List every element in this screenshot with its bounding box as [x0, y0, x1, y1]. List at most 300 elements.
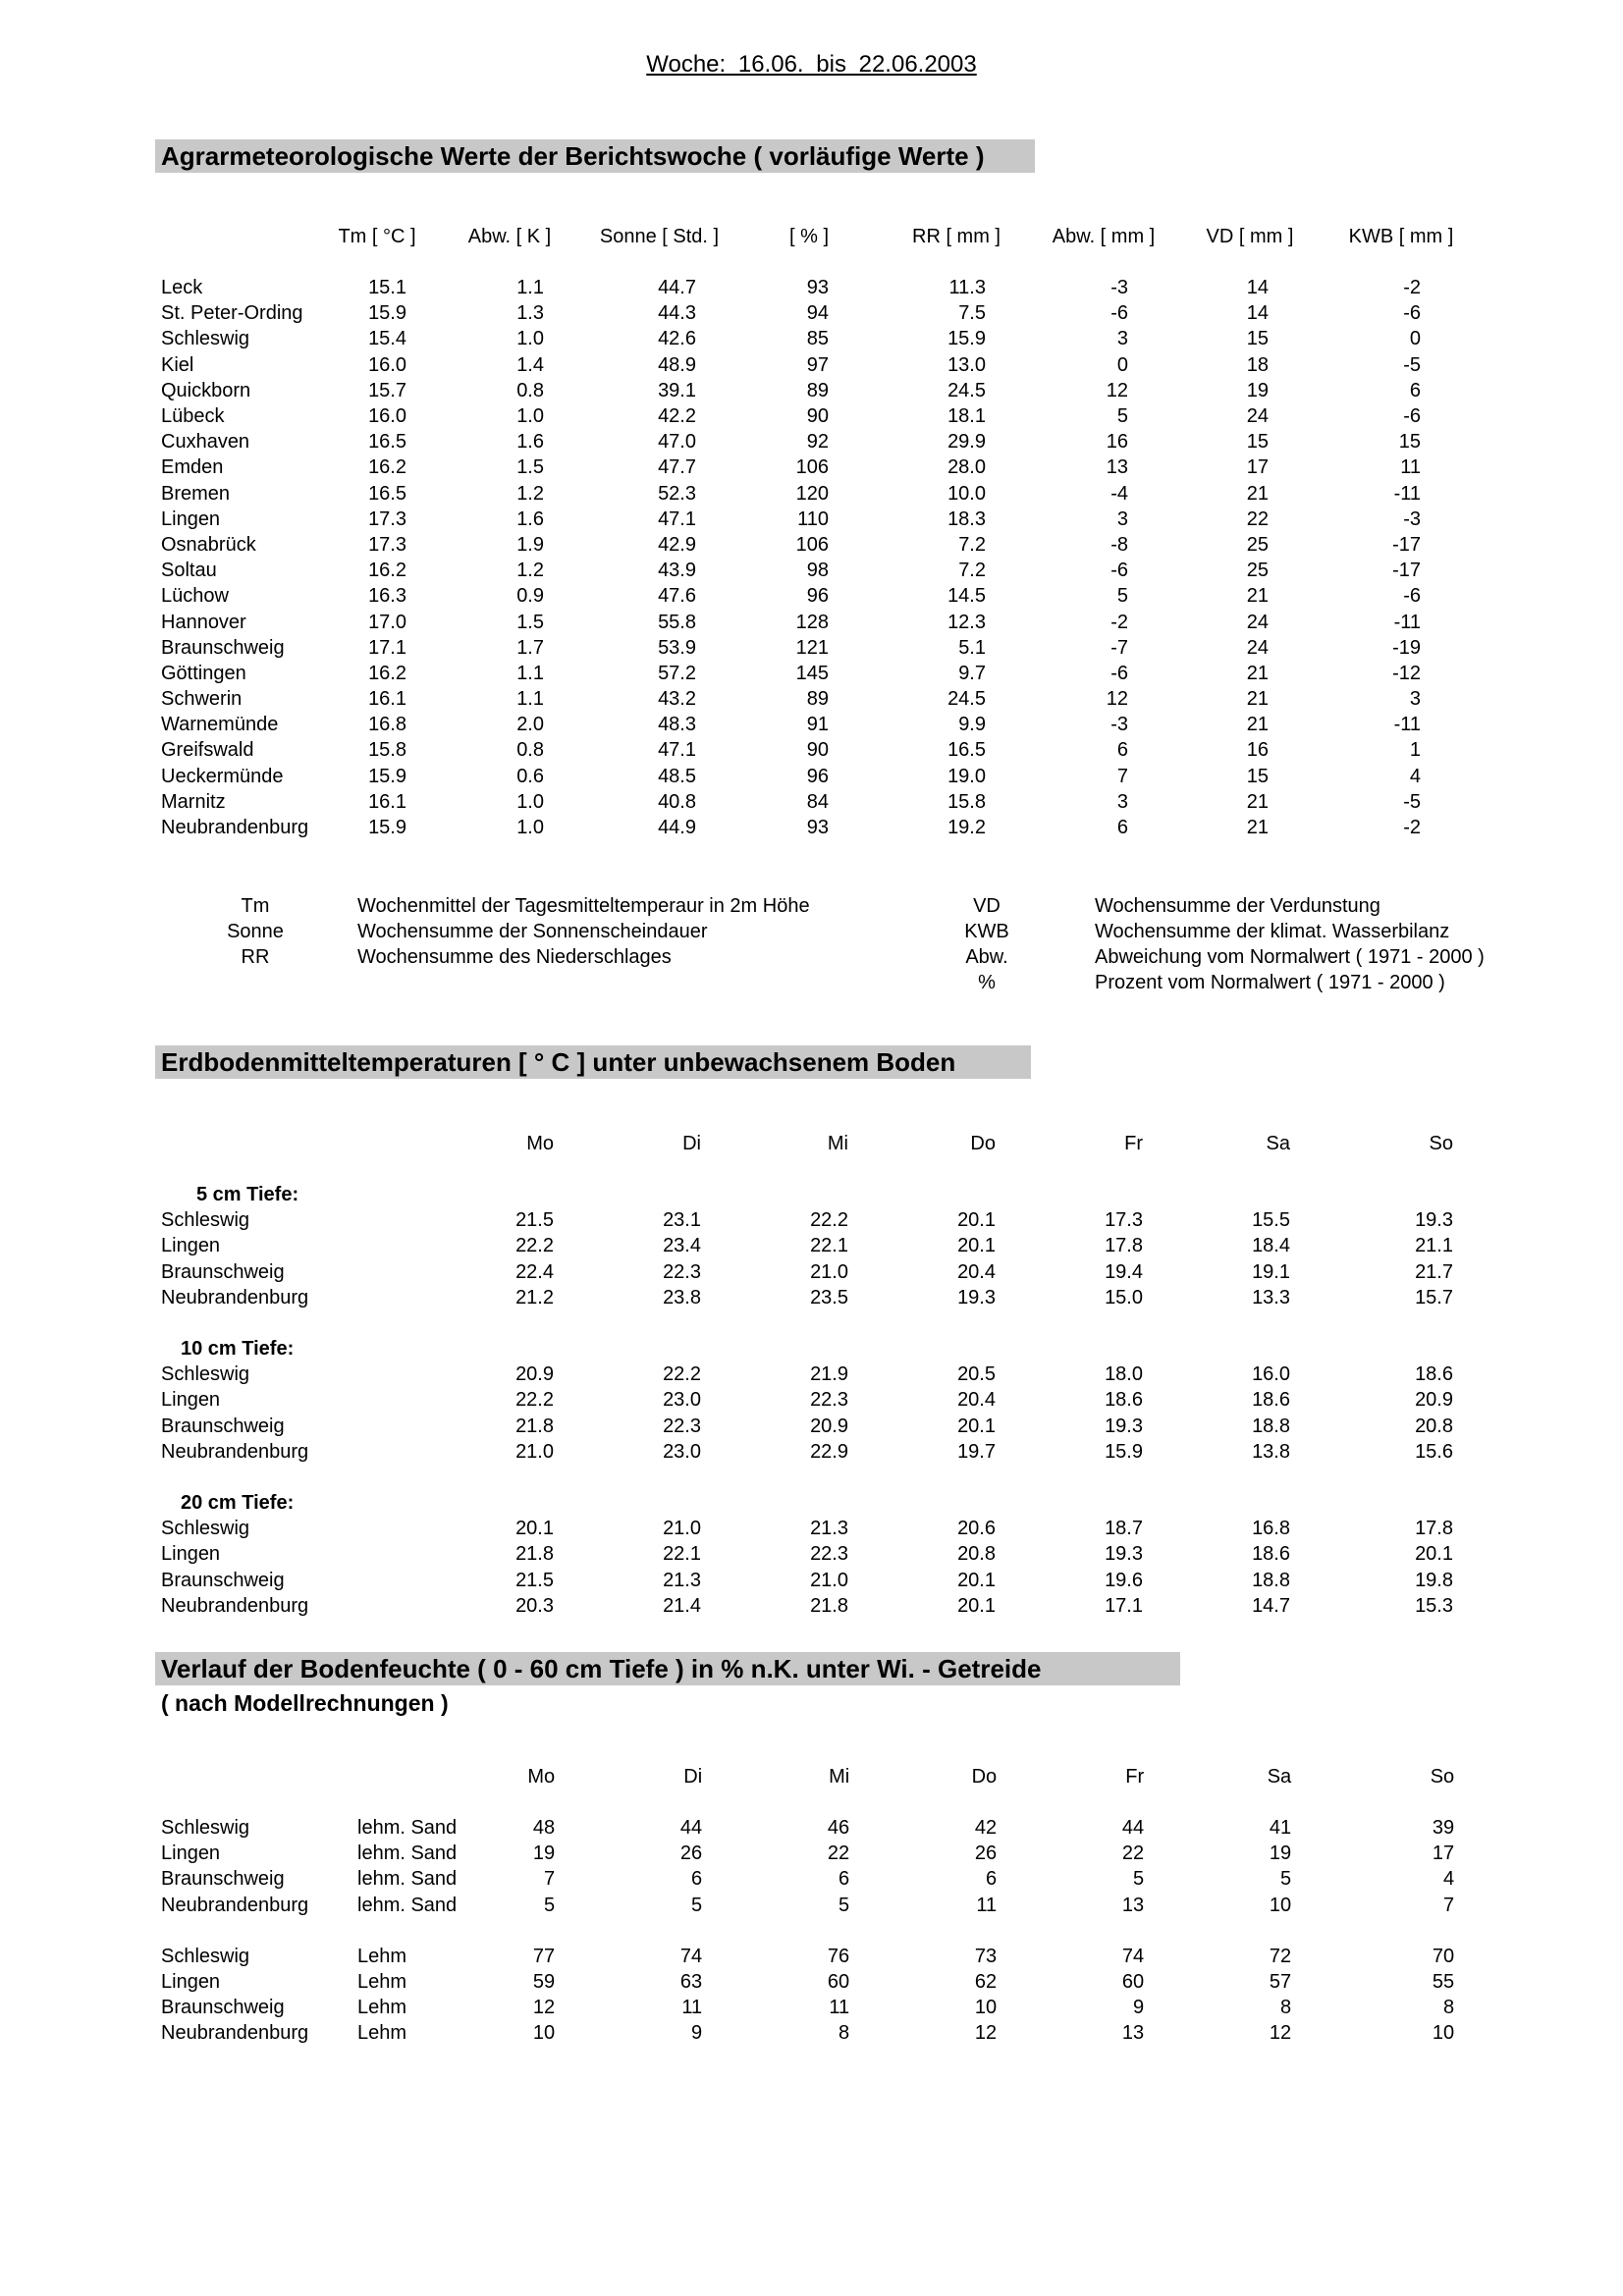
station-header	[161, 1764, 357, 1789]
value-cell: 15.9	[368, 817, 406, 839]
value-cell: 15	[1398, 431, 1421, 454]
section-soil-temperature-title: Erdbodenmitteltemperaturen [ ° C ] unter unbewachsenem Boden	[155, 1045, 1031, 1079]
value-cell: 16.0	[1252, 1363, 1290, 1386]
value-cell: 16	[1106, 431, 1128, 454]
station-name: Schleswig	[161, 1817, 250, 1840]
value-cell: 11	[976, 1894, 998, 1916]
value-cell: 21.2	[515, 1286, 554, 1308]
value-cell: 20.6	[957, 1518, 996, 1540]
value-cell: 17.3	[368, 507, 406, 530]
legend	[0, 893, 1623, 1001]
column-header: Abw. [ mm ]	[1052, 226, 1156, 247]
table-row	[161, 1259, 1471, 1285]
table-row	[161, 481, 1480, 507]
value-cell: 41	[1269, 1817, 1292, 1840]
table-row	[161, 789, 1480, 815]
station-name: Lingen	[161, 1842, 221, 1865]
table-row	[161, 1944, 1472, 1969]
table-row	[161, 1841, 1472, 1866]
value-cell: 84	[806, 790, 829, 813]
spacer-row	[161, 1156, 1471, 1182]
value-cell: 15.9	[368, 302, 406, 325]
station-name: Schleswig	[161, 1945, 250, 1967]
value-cell: 93	[806, 277, 829, 299]
value-cell: 91	[806, 714, 829, 736]
value-cell: 22	[827, 1842, 850, 1865]
value-cell: 20.4	[957, 1260, 996, 1283]
legend-description: Abweichung vom Normalwert ( 1971 - 2000 )	[1095, 946, 1485, 968]
value-cell: 9.7	[958, 662, 986, 684]
spacer	[161, 1789, 1472, 1815]
value-cell: 16.5	[947, 739, 986, 762]
legend-description: Wochensumme der Sonnenscheindauer	[357, 921, 708, 942]
value-cell: 15.1	[368, 277, 406, 299]
value-cell: 1.4	[516, 353, 544, 376]
table-row	[161, 583, 1480, 609]
value-cell: 11	[1400, 456, 1421, 479]
value-cell: 12	[532, 1997, 556, 2019]
value-cell: -2	[1110, 611, 1128, 633]
station-name: Lingen	[161, 1235, 221, 1257]
value-cell: 5	[1116, 585, 1128, 608]
value-cell: 42.6	[658, 328, 696, 350]
spacer-row	[161, 1310, 1471, 1336]
value-cell: 6	[1116, 739, 1128, 762]
value-cell: 1.6	[516, 431, 544, 454]
legend-abbreviation: Tm	[241, 895, 270, 917]
value-cell: 13	[1121, 2022, 1145, 2045]
station-name: Braunschweig	[161, 1997, 285, 2019]
soil-type: Lehm	[357, 1997, 407, 2019]
value-cell: 85	[806, 328, 829, 350]
table-row	[161, 1567, 1471, 1592]
value-cell: 42.2	[658, 405, 696, 428]
value-cell: 17.8	[1105, 1235, 1143, 1257]
station-name: Neubrandenburg	[161, 1286, 309, 1308]
day-header: So	[1430, 1766, 1455, 1788]
value-cell: 18.8	[1252, 1569, 1290, 1591]
value-cell: 24	[1246, 611, 1269, 633]
table-row	[161, 815, 1480, 840]
value-cell: 18.4	[1252, 1235, 1290, 1257]
value-cell: 21.9	[810, 1363, 848, 1386]
value-cell: 14.7	[1252, 1594, 1290, 1617]
value-cell: 13.0	[947, 353, 986, 376]
soil-type: lehm. Sand	[357, 1842, 458, 1865]
value-cell: 22.3	[663, 1260, 701, 1283]
legend-abbreviation: KWB	[964, 921, 1009, 942]
value-cell: 21.8	[810, 1594, 848, 1617]
value-cell: 21	[1246, 817, 1269, 839]
station-name: Neubrandenburg	[161, 817, 309, 839]
value-cell: 42.9	[658, 533, 696, 556]
value-cell: -2	[1403, 277, 1421, 299]
table-row	[161, 300, 1480, 326]
value-cell: 23.0	[663, 1389, 701, 1412]
depth-label: 5 cm Tiefe:	[196, 1184, 299, 1206]
value-cell: 1.2	[516, 482, 544, 505]
value-cell: 22	[1246, 507, 1269, 530]
column-header: [ % ]	[788, 226, 829, 247]
station-header	[161, 1131, 418, 1156]
value-cell: -6	[1110, 662, 1128, 684]
table-row	[161, 1233, 1471, 1258]
value-cell: 12	[1106, 688, 1128, 711]
value-cell: 9.9	[958, 714, 986, 736]
day-header: Mi	[829, 1766, 850, 1788]
value-cell: 12.3	[947, 611, 986, 633]
legend-description: Prozent vom Normalwert ( 1971 - 2000 )	[1095, 972, 1445, 993]
table-row	[161, 1387, 1471, 1413]
value-cell: 20.9	[810, 1415, 848, 1437]
value-cell: 10	[532, 2022, 556, 2045]
station-name: Lingen	[161, 1971, 221, 1994]
value-cell: 16.1	[368, 790, 406, 813]
value-cell: 21.0	[810, 1569, 848, 1591]
value-cell: 10	[1269, 1894, 1292, 1916]
value-cell: 17.8	[1415, 1518, 1453, 1540]
table-row	[161, 1969, 1472, 1995]
soil-type-header	[357, 1764, 457, 1789]
legend-abbreviation: Sonne	[227, 921, 284, 942]
value-cell: 23.5	[810, 1286, 848, 1308]
value-cell: 21	[1246, 482, 1269, 505]
legend-description: Wochensumme des Niederschlages	[357, 946, 672, 968]
value-cell: 72	[1269, 1945, 1292, 1967]
value-cell: 16.0	[368, 405, 406, 428]
soil-type: lehm. Sand	[357, 1868, 458, 1891]
value-cell: 73	[974, 1945, 998, 1967]
table-row	[161, 1541, 1471, 1567]
value-cell: 55	[1432, 1971, 1455, 1994]
table-header-row	[161, 1131, 1471, 1156]
value-cell: 20.9	[515, 1363, 554, 1386]
value-cell: 21.8	[515, 1415, 554, 1437]
value-cell: 22.2	[515, 1235, 554, 1257]
value-cell: 20.9	[1415, 1389, 1453, 1412]
value-cell: 21	[1246, 790, 1269, 813]
value-cell: 23.8	[663, 1286, 701, 1308]
day-header: Mi	[827, 1133, 848, 1154]
station-name: Lübeck	[161, 405, 225, 428]
value-cell: 0	[1116, 353, 1128, 376]
value-cell: 21.8	[515, 1543, 554, 1566]
legend-abbreviation: VD	[973, 895, 1001, 917]
spacer	[161, 249, 1480, 275]
value-cell: 23.0	[663, 1440, 701, 1463]
day-header: So	[1429, 1133, 1453, 1154]
value-cell: 14	[1246, 302, 1269, 325]
legend-description: Wochensumme der klimat. Wasserbilanz	[1095, 921, 1450, 942]
value-cell: 20.1	[957, 1594, 996, 1617]
value-cell: 3	[1116, 507, 1128, 530]
value-cell: 90	[806, 405, 829, 428]
value-cell: 106	[795, 456, 829, 479]
value-cell: 15.4	[368, 328, 406, 350]
station-name: Schleswig	[161, 1363, 250, 1386]
value-cell: 13	[1106, 456, 1128, 479]
value-cell: 16	[1246, 739, 1269, 762]
value-cell: 21.0	[810, 1260, 848, 1283]
value-cell: 55.8	[658, 611, 696, 633]
value-cell: 6	[839, 1868, 850, 1891]
depth-label: 20 cm Tiefe:	[181, 1491, 295, 1514]
table-row	[161, 1893, 1472, 1918]
day-header: Do	[971, 1766, 998, 1788]
station-name: Braunschweig	[161, 1868, 285, 1891]
value-cell: 13	[1121, 1894, 1145, 1916]
value-cell: 1.1	[516, 277, 544, 299]
value-cell: 20.1	[1415, 1543, 1453, 1566]
value-cell: 24.5	[947, 379, 986, 401]
day-header: Fr	[1125, 1766, 1145, 1788]
soil-type: lehm. Sand	[357, 1817, 458, 1840]
value-cell: 40.8	[658, 790, 696, 813]
value-cell: 8	[839, 2022, 850, 2045]
value-cell: 5	[544, 1894, 556, 1916]
spacer	[161, 1465, 1471, 1490]
value-cell: 1.1	[516, 662, 544, 684]
value-cell: 19.2	[947, 817, 986, 839]
value-cell: 44.7	[658, 277, 696, 299]
value-cell: -11	[1393, 482, 1421, 505]
value-cell: 3	[1116, 328, 1128, 350]
value-cell: 59	[532, 1971, 556, 1994]
value-cell: 16.2	[368, 456, 406, 479]
station-name: Schwerin	[161, 688, 243, 711]
value-cell: 19.0	[947, 765, 986, 787]
value-cell: 19.3	[1415, 1209, 1453, 1232]
station-name: Lüchow	[161, 585, 229, 608]
value-cell: 21	[1246, 688, 1269, 711]
station-name: Neubrandenburg	[161, 1894, 309, 1916]
value-cell: 17	[1432, 1842, 1455, 1865]
value-cell: 0.9	[516, 585, 544, 608]
soil-moisture-table	[161, 1764, 1472, 2047]
value-cell: 76	[827, 1945, 850, 1967]
station-name: Marnitz	[161, 790, 226, 813]
value-cell: 20.1	[957, 1415, 996, 1437]
value-cell: 16.3	[368, 585, 406, 608]
station-name: Greifswald	[161, 739, 254, 762]
station-name: Schleswig	[161, 1518, 250, 1540]
value-cell: 18.7	[1105, 1518, 1143, 1540]
value-cell: -6	[1110, 560, 1128, 582]
value-cell: 12	[974, 2022, 998, 2045]
value-cell: 16.8	[1252, 1518, 1290, 1540]
station-name: Osnabrück	[161, 533, 256, 556]
value-cell: 20.1	[957, 1209, 996, 1232]
station-name: Neubrandenburg	[161, 1594, 309, 1617]
legend-abbreviation: RR	[241, 946, 270, 968]
value-cell: 7	[1116, 765, 1128, 787]
value-cell: -6	[1403, 405, 1421, 428]
column-header: RR [ mm ]	[912, 226, 1001, 247]
value-cell: 19	[532, 1842, 556, 1865]
value-cell: -12	[1392, 662, 1421, 684]
value-cell: 15	[1246, 765, 1269, 787]
table-row	[161, 635, 1480, 661]
value-cell: 18.6	[1252, 1389, 1290, 1412]
value-cell: 48	[532, 1817, 556, 1840]
value-cell: -3	[1403, 507, 1421, 530]
day-header: Do	[970, 1133, 996, 1154]
value-cell: 121	[795, 636, 829, 659]
value-cell: 15.3	[1415, 1594, 1453, 1617]
value-cell: 5	[1133, 1868, 1145, 1891]
station-name: Braunschweig	[161, 1260, 285, 1283]
spacer	[161, 1310, 1471, 1336]
value-cell: 13.8	[1252, 1440, 1290, 1463]
value-cell: 89	[806, 379, 829, 401]
value-cell: 20.8	[957, 1543, 996, 1566]
value-cell: 21.1	[1415, 1235, 1453, 1257]
value-cell: 24.5	[947, 688, 986, 711]
value-cell: 21.5	[515, 1569, 554, 1591]
station-name: Schleswig	[161, 328, 250, 350]
value-cell: 15.8	[947, 790, 986, 813]
value-cell: 19.3	[1105, 1415, 1143, 1437]
depth-label-row	[161, 1336, 1471, 1362]
value-cell: 1.0	[516, 790, 544, 813]
legend-abbreviation: %	[978, 972, 996, 993]
spacer-row	[161, 1465, 1471, 1490]
section-soil-moisture-subtitle: ( nach Modellrechnungen )	[161, 1690, 449, 1716]
value-cell: 16.2	[368, 662, 406, 684]
station-name: Schleswig	[161, 1209, 250, 1232]
value-cell: 5	[839, 1894, 850, 1916]
value-cell: 39.1	[658, 379, 696, 401]
value-cell: 15.6	[1415, 1440, 1453, 1463]
column-header: Abw. [ K ]	[467, 226, 552, 247]
value-cell: 15.9	[947, 328, 986, 350]
value-cell: 0.8	[516, 379, 544, 401]
value-cell: -6	[1110, 302, 1128, 325]
value-cell: 22.1	[810, 1235, 848, 1257]
value-cell: 70	[1432, 1945, 1455, 1967]
value-cell: 47.6	[658, 585, 696, 608]
depth-label-row	[161, 1490, 1471, 1516]
value-cell: 44	[679, 1817, 703, 1840]
day-header: Di	[682, 1133, 701, 1154]
value-cell: 60	[827, 1971, 850, 1994]
value-cell: 19.3	[1105, 1543, 1143, 1566]
value-cell: 15	[1246, 431, 1269, 454]
value-cell: 23.1	[663, 1209, 701, 1232]
value-cell: 1.0	[516, 405, 544, 428]
table-header-row	[161, 224, 1480, 249]
agrarmeteorology-table	[161, 224, 1480, 840]
day-header: Sa	[1266, 1133, 1290, 1154]
section-soil-moisture-title: Verlauf der Bodenfeuchte ( 0 - 60 cm Tiefe ) in % n.K. unter Wi. - Getreide	[155, 1652, 1180, 1685]
value-cell: 19.3	[957, 1286, 996, 1308]
value-cell: -7	[1110, 636, 1128, 659]
table-row	[161, 686, 1480, 712]
value-cell: 57	[1269, 1971, 1292, 1994]
soil-type: lehm. Sand	[357, 1894, 458, 1916]
value-cell: 1.2	[516, 560, 544, 582]
day-header: Mo	[526, 1133, 554, 1154]
table-row	[161, 326, 1480, 351]
spacer-row	[161, 1918, 1472, 1944]
table-row	[161, 403, 1480, 429]
station-name: Ueckermünde	[161, 765, 284, 787]
value-cell: 12	[1106, 379, 1128, 401]
value-cell: 18.6	[1252, 1543, 1290, 1566]
station-header	[161, 224, 318, 249]
value-cell: 18	[1246, 353, 1269, 376]
station-name: Kiel	[161, 353, 194, 376]
station-name: Lingen	[161, 1543, 221, 1566]
value-cell: 6	[1409, 379, 1421, 401]
column-header: Tm [ °C ]	[338, 226, 416, 247]
value-cell: 57.2	[658, 662, 696, 684]
value-cell: 25	[1246, 533, 1269, 556]
value-cell: 16.1	[368, 688, 406, 711]
value-cell: 19.7	[957, 1440, 996, 1463]
value-cell: 21.3	[663, 1569, 701, 1591]
column-header: KWB [ mm ]	[1348, 226, 1454, 247]
station-name: Cuxhaven	[161, 431, 250, 454]
value-cell: 10	[1432, 2022, 1455, 2045]
value-cell: 21.0	[663, 1518, 701, 1540]
value-cell: 16.5	[368, 431, 406, 454]
value-cell: 1	[1409, 739, 1421, 762]
station-name: Hannover	[161, 611, 246, 633]
value-cell: 47.1	[658, 507, 696, 530]
value-cell: -6	[1403, 585, 1421, 608]
soil-type: Lehm	[357, 1971, 407, 1994]
soil-temperature-table	[161, 1131, 1471, 1619]
depth-label: 10 cm Tiefe:	[181, 1338, 295, 1361]
value-cell: 20.1	[957, 1569, 996, 1591]
value-cell: 3	[1116, 790, 1128, 813]
value-cell: 15	[1246, 328, 1269, 350]
value-cell: -11	[1393, 714, 1421, 736]
value-cell: 21	[1246, 585, 1269, 608]
value-cell: 62	[974, 1971, 998, 1994]
table-row	[161, 352, 1480, 378]
table-row	[161, 1516, 1471, 1541]
value-cell: 47.0	[658, 431, 696, 454]
day-header: Di	[683, 1766, 703, 1788]
legend-abbreviation: Abw.	[965, 946, 1008, 968]
value-cell: 22.3	[663, 1415, 701, 1437]
value-cell: 22.2	[810, 1209, 848, 1232]
value-cell: 16.2	[368, 560, 406, 582]
table-row	[161, 378, 1480, 403]
value-cell: 1.9	[516, 533, 544, 556]
value-cell: 21.0	[515, 1440, 554, 1463]
value-cell: 6	[1116, 817, 1128, 839]
value-cell: 47.1	[658, 739, 696, 762]
value-cell: 94	[806, 302, 829, 325]
station-name: Lingen	[161, 1389, 221, 1412]
value-cell: 15.9	[368, 765, 406, 787]
value-cell: 22.2	[515, 1389, 554, 1412]
value-cell: 19.4	[1105, 1260, 1143, 1283]
table-row	[161, 558, 1480, 583]
value-cell: 0	[1409, 328, 1421, 350]
station-name: Lingen	[161, 507, 221, 530]
value-cell: -19	[1392, 636, 1421, 659]
value-cell: 120	[795, 482, 829, 505]
value-cell: 1.5	[516, 611, 544, 633]
value-cell: 128	[795, 611, 829, 633]
value-cell: -3	[1110, 714, 1128, 736]
value-cell: 18.6	[1105, 1389, 1143, 1412]
value-cell: 145	[795, 662, 829, 684]
